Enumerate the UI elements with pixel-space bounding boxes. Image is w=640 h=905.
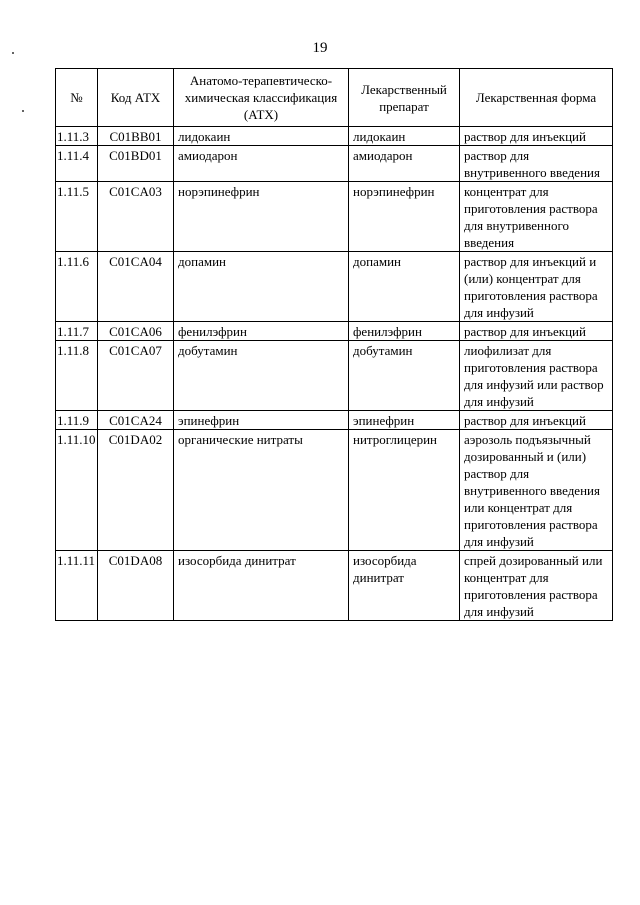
row-atc-code: C01CA24 [98, 411, 174, 430]
header-drug: Лекарственный препарат [349, 69, 460, 127]
medication-table [55, 68, 613, 621]
header-number: № [56, 69, 98, 127]
row-atc-code: C01DA08 [98, 551, 174, 621]
table-row [56, 252, 613, 322]
row-drug: эпинефрин [349, 411, 460, 430]
row-dosage-form: раствор для инъекций [460, 411, 613, 430]
table-row [56, 341, 613, 411]
row-number: 1.11.4 [56, 146, 98, 182]
row-atc-classification: допамин [174, 252, 349, 322]
row-number: 1.11.9 [56, 411, 98, 430]
scan-speck [12, 52, 14, 54]
row-drug: изосорбида динитрат [349, 551, 460, 621]
row-atc-classification: эпинефрин [174, 411, 349, 430]
header-atc-code: Код АТХ [98, 69, 174, 127]
row-atc-code: C01CA07 [98, 341, 174, 411]
row-drug: нитроглицерин [349, 430, 460, 551]
row-drug: фенилэфрин [349, 322, 460, 341]
table-row [56, 146, 613, 182]
row-atc-code: C01CA03 [98, 182, 174, 252]
row-atc-classification: добутамин [174, 341, 349, 411]
row-number: 1.11.5 [56, 182, 98, 252]
row-number: 1.11.6 [56, 252, 98, 322]
row-dosage-form: раствор для инъекций [460, 322, 613, 341]
table-header-row [56, 69, 613, 127]
table-row [56, 411, 613, 430]
row-dosage-form: лиофилизат для приготовления раствора для инфузий или раствор для инфузий [460, 341, 613, 411]
row-dosage-form: концентрат для приготовления раствора для внутривенного введения [460, 182, 613, 252]
row-atc-code: C01CA06 [98, 322, 174, 341]
row-atc-classification: норэпинефрин [174, 182, 349, 252]
table-row [56, 127, 613, 146]
table-row [56, 182, 613, 252]
row-atc-classification: лидокаин [174, 127, 349, 146]
table-row [56, 322, 613, 341]
table-row [56, 430, 613, 551]
row-atc-code: C01BB01 [98, 127, 174, 146]
row-atc-classification: фенилэфрин [174, 322, 349, 341]
row-drug: допамин [349, 252, 460, 322]
row-drug: лидокаин [349, 127, 460, 146]
row-number: 1.11.11 [56, 551, 98, 621]
row-dosage-form: раствор для внутривенного введения [460, 146, 613, 182]
scan-speck [22, 110, 24, 112]
row-number: 1.11.3 [56, 127, 98, 146]
row-dosage-form: раствор для инъекций и (или) концентрат для приготовления раствора для инфузий [460, 252, 613, 322]
row-drug: добутамин [349, 341, 460, 411]
row-atc-classification: амиодарон [174, 146, 349, 182]
page-number: 19 [312, 40, 328, 56]
header-atc-classification: Анатомо-терапевтическо-химическая классификация (АТХ) [174, 69, 349, 127]
header-dosage-form: Лекарственная форма [460, 69, 613, 127]
table-row [56, 551, 613, 621]
row-dosage-form: спрей дозированный или концентрат для приготовления раствора для инфузий [460, 551, 613, 621]
row-atc-classification: изосорбида динитрат [174, 551, 349, 621]
row-atc-code: C01DA02 [98, 430, 174, 551]
row-atc-classification: органические нитраты [174, 430, 349, 551]
row-number: 1.11.7 [56, 322, 98, 341]
row-atc-code: C01BD01 [98, 146, 174, 182]
row-dosage-form: раствор для инъекций [460, 127, 613, 146]
row-drug: амиодарон [349, 146, 460, 182]
row-drug: норэпинефрин [349, 182, 460, 252]
row-dosage-form: аэрозоль подъязычный дозированный и (или) раствор для внутривенного введения или концентрат для приготовления раствора для инфузий [460, 430, 613, 551]
row-number: 1.11.8 [56, 341, 98, 411]
row-atc-code: C01CA04 [98, 252, 174, 322]
row-number: 1.11.10 [56, 430, 98, 551]
